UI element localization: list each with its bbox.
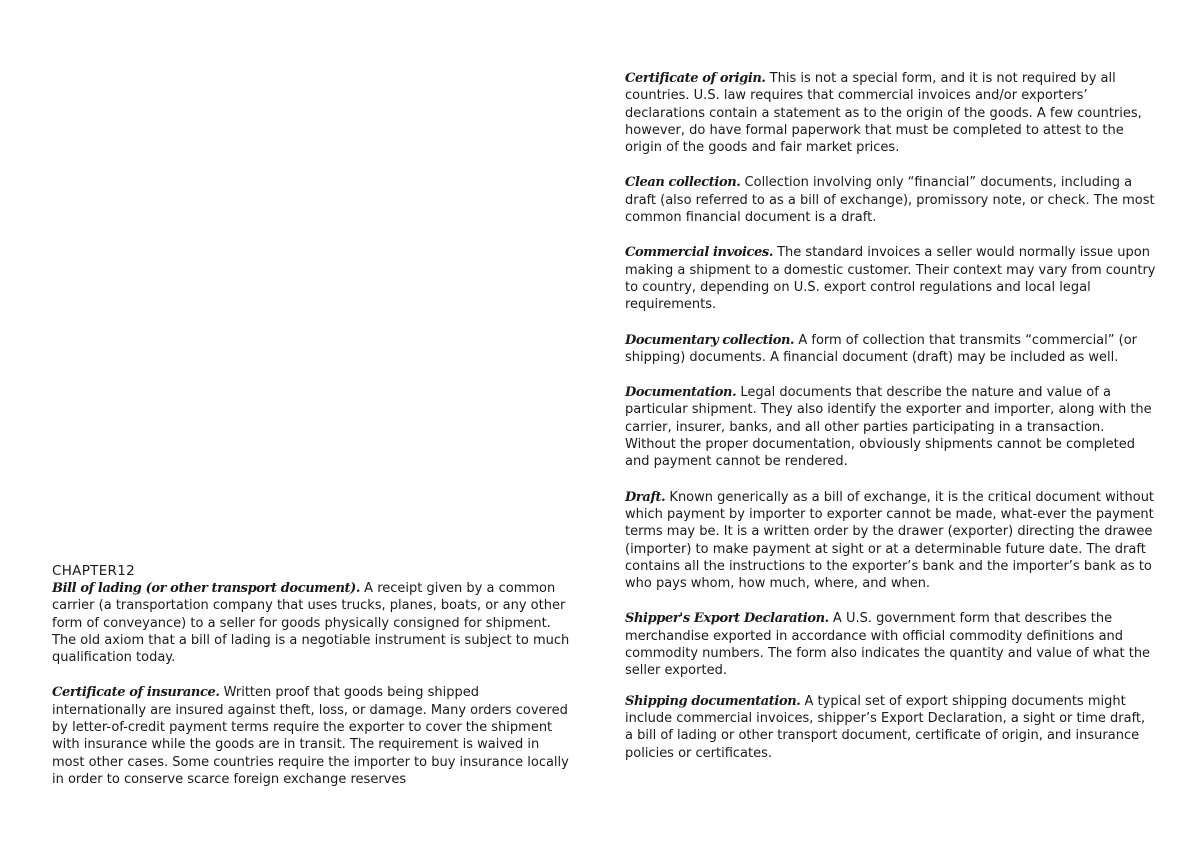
glossary-entry-draft: [625, 489, 1157, 593]
chapter-heading: CHAPTER12: [52, 563, 135, 579]
left-column: [52, 562, 572, 788]
glossary-entry-certificate-of-origin: [625, 70, 1157, 156]
glossary-entry-shippers-export-declaration: [625, 610, 1157, 679]
glossary-term: Commercial invoices.: [625, 245, 773, 261]
glossary-entry-shipping-documentation: [625, 693, 1157, 762]
glossary-entry-documentary-collection: [625, 332, 1157, 367]
glossary-definition: Known generically as a bill of exchange, it is the critical document without which payment by importer to exporter cannot be made, what-ever the payment terms may be. It is a written order by the drawer (exporter) directing the drawee (importer) to make payment at sight or at a determinable future date. The draft contains all the instructions to the exporter’s bank and the importer’s bank as to who pays whom, how much, where, and when.: [625, 489, 1155, 592]
glossary-entry-certificate-of-insurance: [52, 684, 572, 788]
glossary-entry-clean-collection: [625, 174, 1157, 226]
glossary-definition: This is not a special form, and it is not required by all countries. U.S. law requires that commercial invoices and/or exporters’ declarations contain a statement as to the origin of the goods. A few countries, however, do have formal paperwork that must be completed to attest to the origin of the goods and fair market prices.: [625, 71, 1142, 156]
glossary-entry-commercial-invoices: [625, 244, 1157, 313]
glossary-term: Certificate of insurance.: [52, 685, 220, 701]
glossary-term: Documentation.: [625, 385, 737, 401]
glossary-term: Clean collection.: [625, 175, 741, 191]
glossary-definition: A U.S. government form that describes the merchandise exported in accordance with official commodity definitions and commodity numbers. The form also indicates the quantity and value of what the seller exported.: [625, 611, 1151, 679]
glossary-definition: A typical set of export shipping documents might include commercial invoices, shipper’s Export Declaration, a sight or time draft, a bill of lading or other transport document, certificate of origin, and insurance policies or certificates.: [625, 693, 1146, 761]
glossary-term: Shipping documentation.: [625, 693, 801, 709]
glossary-term: Draft.: [625, 489, 666, 505]
glossary-definition: The standard invoices a seller would normally issue upon making a shipment to a domestic customer. Their context may vary from country to country, depending on U.S. export control regulations and local legal requirements.: [625, 245, 1156, 313]
glossary-definition: Legal documents that describe the nature and value of a particular shipment. They also identify the exporter and importer, along with the carrier, insurer, banks, and all other parties participating in a transaction. Without the proper documentation, obviously shipments cannot be completed and payment cannot be rendered.: [625, 385, 1152, 470]
glossary-definition: Collection involving only “financial” documents, including a draft (also referred to as a bill of exchange), promissory note, or check. The most common financial document is a draft.: [625, 175, 1155, 226]
glossary-term: Certificate of origin.: [625, 71, 766, 86]
right-column: [625, 70, 1157, 762]
glossary-definition: A form of collection that transmits “commercial” (or shipping) documents. A financial document (draft) may be included as well.: [625, 332, 1137, 365]
glossary-term: Shipper's Export Declaration.: [625, 611, 829, 627]
glossary-definition: Written proof that goods being shipped internationally are insured against theft, loss, or damage. Many orders covered by letter-of-credit payment terms require the exporter to cover the shipment with insurance while the goods are in transit. The requirement is waived in most other cases. Some countries require the importer to buy insurance locally in order to conserve scarce foreign exchange reserves: [52, 685, 569, 787]
glossary-term: Documentary collection.: [625, 332, 795, 348]
glossary-term: Bill of lading (or other transport document).: [52, 581, 361, 596]
glossary-definition: A receipt given by a common carrier (a transportation company that uses trucks, planes, boats, or any other form of conveyance) to a seller for goods physically consigned for shipment. The old axiom that a bill of lading is a negotiable instrument is subject to much qualification today.: [52, 581, 570, 666]
glossary-entry-bill-of-lading: [52, 580, 572, 666]
glossary-entry-documentation: [625, 384, 1157, 470]
